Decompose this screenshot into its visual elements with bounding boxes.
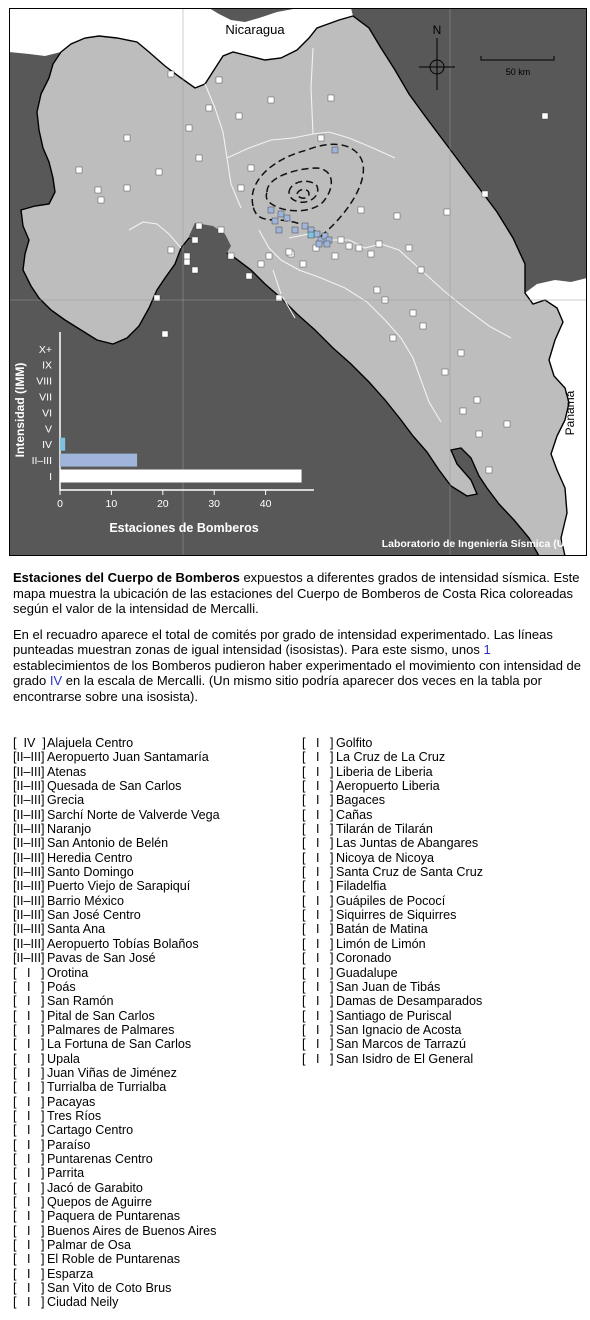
station-name: San Ramón [47, 994, 114, 1009]
station-grade: [II–III] [13, 750, 45, 765]
station-marker [442, 369, 448, 375]
station-marker [460, 408, 466, 414]
station-row [302, 779, 483, 793]
histogram-category-label: IX [42, 359, 52, 372]
histogram-category-label: II–III [31, 455, 52, 468]
station-name: Jacó de Garabito [47, 1180, 143, 1195]
station-name: Coronado [336, 951, 392, 966]
caption-title: Estaciones del Cuerpo de Bomberos [13, 570, 240, 585]
station-marker [272, 218, 278, 224]
station-name: La Fortuna de San Carlos [47, 1037, 192, 1052]
station-marker [186, 125, 192, 131]
station-row [302, 1037, 483, 1051]
station-grade: [ I ] [13, 1166, 45, 1181]
station-name: Cartago Centro [47, 1123, 134, 1138]
station-row [13, 1195, 220, 1209]
station-row [13, 1166, 220, 1180]
station-row [13, 951, 220, 965]
station-marker [216, 77, 222, 83]
station-row [302, 736, 483, 750]
station-name: Pavas de San José [47, 951, 156, 966]
station-grade: [ I ] [13, 1094, 45, 1109]
station-row [13, 994, 220, 1008]
station-name: Esparza [47, 1266, 94, 1281]
station-row [302, 994, 483, 1008]
station-marker [394, 213, 400, 219]
station-grade: [ I ] [13, 1238, 45, 1253]
caption [13, 570, 581, 714]
station-row [13, 1209, 220, 1223]
nicaragua-label: Nicaragua [225, 22, 285, 37]
station-marker [406, 245, 412, 251]
station-grade: [ I ] [302, 779, 334, 794]
station-grade: [ I ] [302, 908, 334, 923]
histogram-tick-label: 30 [208, 498, 221, 510]
station-marker [504, 421, 510, 427]
station-name: Tres Ríos [47, 1108, 102, 1123]
station-grade: [ I ] [302, 836, 334, 851]
station-row [13, 908, 220, 922]
station-grade: [ I ] [302, 1022, 334, 1037]
station-marker [300, 261, 306, 267]
station-row [302, 808, 483, 822]
station-grade: [II–III] [13, 893, 45, 908]
station-name: Quesada de San Carlos [47, 779, 182, 794]
station-grade: [ I ] [302, 965, 334, 980]
station-row [302, 851, 483, 865]
station-grade: [ I ] [13, 979, 45, 994]
station-grade: [II–III] [13, 822, 45, 837]
station-name: Heredia Centro [47, 850, 133, 865]
station-row [13, 851, 220, 865]
station-marker [276, 227, 282, 233]
station-name: Naranjo [47, 822, 92, 837]
station-row [302, 750, 483, 764]
station-grade: [ I ] [13, 1123, 45, 1138]
station-name: Siquirres de Siquirres [336, 908, 457, 923]
station-row [13, 1066, 220, 1080]
station-row [13, 937, 220, 951]
station-name: Palmar de Osa [47, 1238, 131, 1253]
station-name: Filadelfia [336, 879, 387, 894]
station-marker [156, 169, 162, 175]
station-marker [314, 231, 320, 237]
station-grade: [II–III] [13, 922, 45, 937]
station-name: Tilarán de Tilarán [336, 822, 433, 837]
station-row [302, 865, 483, 879]
station-marker [218, 227, 224, 233]
station-grade: [ I ] [13, 1065, 45, 1080]
station-name: Poás [47, 979, 76, 994]
station-row [302, 793, 483, 807]
station-grade: [ I ] [13, 1266, 45, 1281]
station-marker [124, 135, 130, 141]
station-row [13, 765, 220, 779]
station-marker [476, 431, 482, 437]
station-row [302, 1023, 483, 1037]
station-marker [278, 211, 284, 217]
station-name: Palmares de Palmares [47, 1022, 175, 1037]
station-grade: [ I ] [13, 1051, 45, 1066]
station-name: Parrita [47, 1166, 85, 1181]
histogram-bar [60, 470, 302, 483]
station-row [13, 894, 220, 908]
panama-label: Panamá [563, 390, 577, 436]
station-name: Liberia de Liberia [336, 764, 433, 779]
station-marker [420, 323, 426, 329]
station-row [13, 1052, 220, 1066]
station-marker [318, 135, 324, 141]
station-marker [390, 335, 396, 341]
station-name: San Isidro de El General [336, 1051, 474, 1066]
station-row [302, 765, 483, 779]
station-grade: [II–III] [13, 908, 45, 923]
station-marker [302, 223, 308, 229]
station-grade: [ I ] [13, 1037, 45, 1052]
station-row [302, 1052, 483, 1066]
station-row [13, 822, 220, 836]
station-list-right [302, 736, 483, 1066]
station-marker [358, 207, 364, 213]
station-name: Grecia [47, 793, 85, 808]
station-grade: [II–III] [13, 850, 45, 865]
max-grade: IV [49, 673, 63, 688]
station-name: Aeropuerto Juan Santamaría [47, 750, 209, 765]
station-row [13, 1023, 220, 1037]
histogram-category-label: VIII [36, 375, 52, 388]
station-row [13, 1252, 220, 1266]
station-name: Santiago de Puriscal [336, 1008, 452, 1023]
station-name: Puerto Viejo de Sarapiquí [47, 879, 191, 894]
station-row [13, 779, 220, 793]
station-row [302, 1009, 483, 1023]
station-list-left [13, 736, 220, 1310]
station-grade: [ I ] [13, 1223, 45, 1238]
station-row [13, 1181, 220, 1195]
station-grade: [ I ] [302, 1051, 334, 1066]
station-marker [376, 241, 382, 247]
station-row [302, 980, 483, 994]
station-grade: [II–III] [13, 779, 45, 794]
station-row [13, 793, 220, 807]
station-marker [486, 467, 492, 473]
station-marker [248, 165, 254, 171]
station-grade: [ I ] [302, 736, 334, 750]
station-grade: [ I ] [13, 1295, 45, 1310]
station-name: Santa Cruz de Santa Cruz [336, 865, 484, 880]
station-name: San Vito de Coto Brus [47, 1281, 172, 1296]
station-grade: [ I ] [13, 1008, 45, 1023]
station-marker [206, 105, 212, 111]
station-row [302, 951, 483, 965]
station-marker [266, 253, 272, 259]
station-name: Guápiles de Pococí [336, 893, 446, 908]
station-row [302, 822, 483, 836]
station-name: Paquera de Puntarenas [47, 1209, 181, 1224]
station-name: Turrialba de Turrialba [47, 1080, 167, 1095]
station-name: Bagaces [336, 793, 386, 808]
station-grade: [II–III] [13, 836, 45, 851]
station-row [13, 966, 220, 980]
station-row [302, 937, 483, 951]
station-marker [95, 187, 101, 193]
station-grade: [ I ] [302, 1037, 334, 1052]
station-name: Buenos Aires de Buenos Aires [47, 1223, 217, 1238]
station-marker [124, 185, 130, 191]
station-row [13, 1123, 220, 1137]
histogram-tick-label: 40 [259, 498, 272, 510]
station-row [13, 980, 220, 994]
station-row [13, 1295, 220, 1309]
station-grade: [ I ] [13, 965, 45, 980]
station-marker [332, 253, 338, 259]
station-marker [98, 197, 104, 203]
caption-p1-text: expuestos a diferentes grados de intensidad sísmica. Este mapa muestra la ubicación de las estaciones del Cuerpo de Bomberos de Costa Rica coloreadas según el valor de la intensidad de Mercalli. [13, 570, 580, 616]
station-name: Las Juntas de Abangares [336, 836, 479, 851]
station-marker [474, 397, 480, 403]
station-name: Ciudad Neily [47, 1295, 119, 1310]
station-marker [316, 241, 322, 247]
station-marker [286, 249, 292, 255]
station-grade: [ I ] [302, 764, 334, 779]
station-grade: [ I ] [13, 1252, 45, 1267]
station-name: Alajuela Centro [47, 736, 134, 750]
station-marker [284, 215, 290, 221]
station-marker [238, 185, 244, 191]
station-name: Santo Domingo [47, 865, 134, 880]
station-grade: [II–III] [13, 793, 45, 808]
caption-p2-a: En el recuadro aparece el total de comités por grado de intensidad experimentado. Las líneas punteadas muestran zonas de igual intensidad (isosistas). Para este sismo, unos [13, 626, 553, 657]
station-row [13, 1138, 220, 1152]
scale-label: 50 km [505, 67, 531, 77]
station-grade: [II–III] [13, 936, 45, 951]
station-row [302, 966, 483, 980]
station-grade: [ I ] [13, 1180, 45, 1195]
station-name: San Antonio de Belén [47, 836, 169, 851]
station-row [13, 736, 220, 750]
station-grade: [ I ] [302, 879, 334, 894]
station-grade: [ I ] [13, 1151, 45, 1166]
station-row [302, 908, 483, 922]
station-grade: [ I ] [302, 865, 334, 880]
histogram-category-label: X+ [38, 343, 52, 356]
station-grade: [ I ] [302, 979, 334, 994]
station-marker [356, 245, 362, 251]
station-marker [168, 71, 174, 77]
station-name: San José Centro [47, 908, 141, 923]
station-marker [444, 209, 450, 215]
credit-label: Laboratorio de Ingeniería Sísmica (UCR) [381, 538, 583, 550]
station-name: Orotina [47, 965, 89, 980]
histogram-category-label: V [44, 423, 52, 436]
station-row [302, 836, 483, 850]
station-marker [332, 147, 338, 153]
station-row [13, 1281, 220, 1295]
station-row [302, 879, 483, 893]
station-name: El Roble de Puntarenas [47, 1252, 181, 1267]
station-marker [346, 243, 352, 249]
station-grade: [ I ] [13, 1195, 45, 1209]
station-grade: [ I ] [302, 936, 334, 951]
station-name: Pacayas [47, 1094, 96, 1109]
station-marker [192, 237, 198, 243]
station-marker [328, 95, 334, 101]
station-grade: [II–III] [13, 951, 45, 966]
station-row [13, 1037, 220, 1051]
station-row [13, 750, 220, 764]
seismic-intensity-map [9, 8, 587, 556]
station-name: Barrio México [47, 893, 124, 908]
station-row [13, 1095, 220, 1109]
station-marker [324, 241, 330, 247]
station-name: Aeropuerto Liberia [336, 779, 440, 794]
station-grade: [ I ] [13, 1108, 45, 1123]
station-row [13, 1224, 220, 1238]
station-name: Juan Viñas de Jiménez [47, 1065, 177, 1080]
histogram-tick-label: 0 [57, 498, 63, 510]
station-row [13, 1009, 220, 1023]
station-name: Pital de San Carlos [47, 1008, 155, 1023]
station-grade: [ I ] [13, 1022, 45, 1037]
station-row [302, 922, 483, 936]
station-marker [196, 155, 202, 161]
histogram-category-label: VII [39, 391, 52, 404]
station-marker [196, 223, 202, 229]
station-name: Aeropuerto Tobías Bolaños [47, 936, 199, 951]
station-grade: [II–III] [13, 879, 45, 894]
station-marker [192, 267, 198, 273]
station-marker [410, 310, 416, 316]
histogram-category-label: VI [42, 407, 52, 420]
caption-paragraph-2 [13, 627, 581, 705]
station-grade: [ I ] [13, 994, 45, 1009]
station-marker [268, 207, 274, 213]
station-grade: [ IV ] [13, 736, 46, 750]
station-name: Guadalupe [336, 965, 398, 980]
station-name: Nicoya de Nicoya [336, 850, 434, 865]
station-name: Puntarenas Centro [47, 1151, 153, 1166]
histogram-category-label: I [49, 471, 52, 483]
station-marker [482, 191, 488, 197]
station-grade: [ I ] [302, 807, 334, 822]
histogram-tick-label: 20 [156, 498, 169, 510]
station-name: Golfito [336, 736, 373, 750]
caption-paragraph-1 [13, 570, 581, 617]
station-row [13, 808, 220, 822]
north-arrow-label: N [432, 23, 442, 37]
station-grade: [ I ] [302, 951, 334, 966]
station-name: Damas de Desamparados [336, 994, 483, 1009]
histogram-bar [60, 454, 137, 467]
station-grade: [ I ] [13, 1137, 45, 1152]
station-marker [418, 267, 424, 273]
station-name: Batán de Matina [336, 922, 428, 937]
station-grade: [ I ] [13, 1080, 45, 1095]
station-row [13, 865, 220, 879]
station-marker [228, 253, 234, 259]
station-name: Upala [47, 1051, 80, 1066]
station-marker [168, 247, 174, 253]
station-row [13, 1109, 220, 1123]
station-grade: [ I ] [302, 822, 334, 837]
station-grade: [ I ] [302, 893, 334, 908]
station-row [13, 836, 220, 850]
station-row [13, 1238, 220, 1252]
station-grade: [ I ] [302, 922, 334, 937]
station-marker [268, 97, 274, 103]
station-row [302, 894, 483, 908]
station-name: San Juan de Tibás [336, 979, 441, 994]
station-marker [236, 113, 242, 119]
station-marker [458, 350, 464, 356]
station-name: San Marcos de Tarrazú [336, 1037, 466, 1052]
station-row [13, 922, 220, 936]
station-name: Limón de Limón [336, 936, 426, 951]
station-name: Cañas [336, 807, 373, 822]
station-marker [368, 251, 374, 257]
station-grade: [ I ] [302, 850, 334, 865]
station-marker [338, 237, 344, 243]
histogram-ylabel: Intensidad (IMM) [13, 362, 27, 458]
station-count: 1 [483, 642, 491, 657]
station-marker [542, 113, 548, 119]
caption-p2-b: establecimientos de los Bomberos pudieron haber experimentado el movimiento con intensidad de grado [13, 657, 582, 688]
station-name: Quepos de Aguirre [47, 1195, 153, 1209]
station-grade: [ I ] [302, 994, 334, 1009]
station-name: Sarchí Norte de Valverde Vega [47, 807, 220, 822]
histogram-tick-label: 10 [105, 498, 118, 510]
station-grade: [ I ] [302, 1008, 334, 1023]
station-marker [184, 253, 190, 259]
station-marker [258, 261, 264, 267]
station-grade: [ I ] [13, 1281, 45, 1296]
station-name: La Cruz de La Cruz [336, 750, 446, 765]
histogram-category-label: IV [42, 439, 52, 452]
station-marker [184, 259, 190, 265]
station-marker [76, 167, 82, 173]
station-row [13, 879, 220, 893]
station-marker [292, 227, 298, 233]
station-grade: [ I ] [13, 1209, 45, 1224]
station-row [13, 1152, 220, 1166]
station-grade: [II–III] [13, 865, 45, 880]
histogram-xlabel: Estaciones de Bomberos [109, 521, 259, 535]
histogram-bar [60, 438, 65, 451]
station-marker [374, 287, 380, 293]
station-marker [246, 273, 252, 279]
station-name: Atenas [47, 764, 87, 779]
station-name: Santa Ana [47, 922, 106, 937]
station-grade: [ I ] [302, 793, 334, 808]
station-row [13, 1267, 220, 1281]
station-row [13, 1080, 220, 1094]
station-name: Paraíso [47, 1137, 91, 1152]
station-grade: [II–III] [13, 807, 45, 822]
station-grade: [ I ] [302, 750, 334, 765]
caption-p2-c: en la escala de Mercalli. (Un mismo sitio podría aparecer dos veces en la tabla por encontrarse sobre una isosista). [13, 673, 542, 704]
station-name: San Ignacio de Acosta [336, 1022, 462, 1037]
station-grade: [II–III] [13, 764, 45, 779]
station-marker [308, 232, 314, 238]
station-marker [162, 331, 168, 337]
